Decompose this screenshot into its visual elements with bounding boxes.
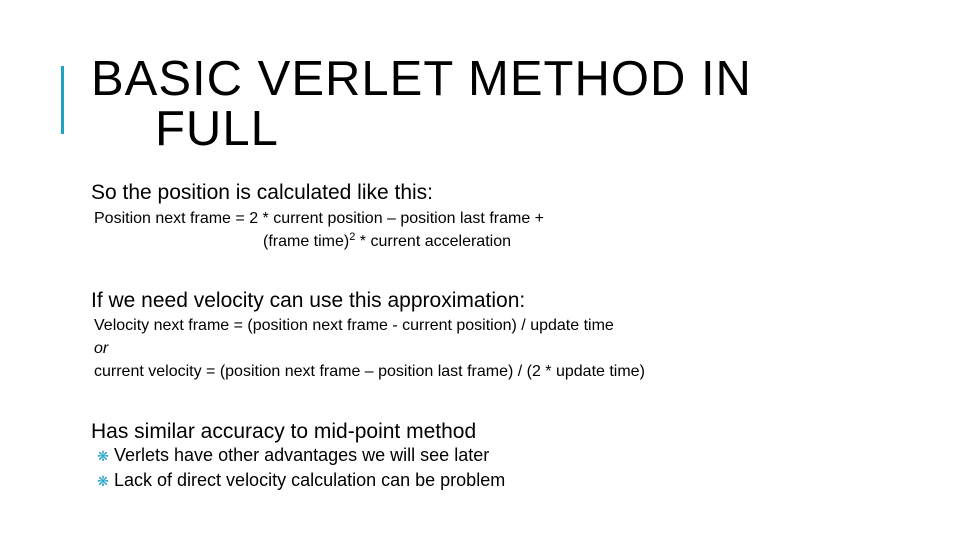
velocity-formula-2: current velocity = (position next frame – position last frame) / (2 * update time) [94, 363, 645, 380]
position-formula-exponent: 2 [349, 231, 356, 243]
asterisk-bullet-icon: ❋ [97, 448, 109, 464]
title-accent-bar [61, 66, 64, 134]
asterisk-bullet-icon: ❋ [97, 473, 109, 489]
velocity-intro: If we need velocity can use this approximation: [91, 289, 526, 312]
bullet-item-2: Lack of direct velocity calculation can be problem [114, 470, 506, 490]
slide-title [91, 54, 851, 154]
accuracy-text: Has similar accuracy to mid-point method [91, 420, 477, 443]
position-formula-frame-time: (frame time) [263, 233, 350, 250]
position-formula-line-2 [263, 233, 511, 251]
position-formula-line-1: Position next frame = 2 * current position – position last frame + [94, 210, 545, 227]
position-intro: So the position is calculated like this: [91, 181, 434, 204]
position-formula-acceleration: * current acceleration [355, 233, 511, 250]
bullet-item-1: Verlets have other advantages we will see later [114, 445, 490, 465]
title-line-1: BASIC VERLET METHOD IN [91, 52, 752, 106]
velocity-formula-1: Velocity next frame = (position next frame - current position) / update time [94, 317, 614, 334]
title-line-2: FULL [155, 102, 279, 156]
velocity-or: or [94, 340, 109, 357]
